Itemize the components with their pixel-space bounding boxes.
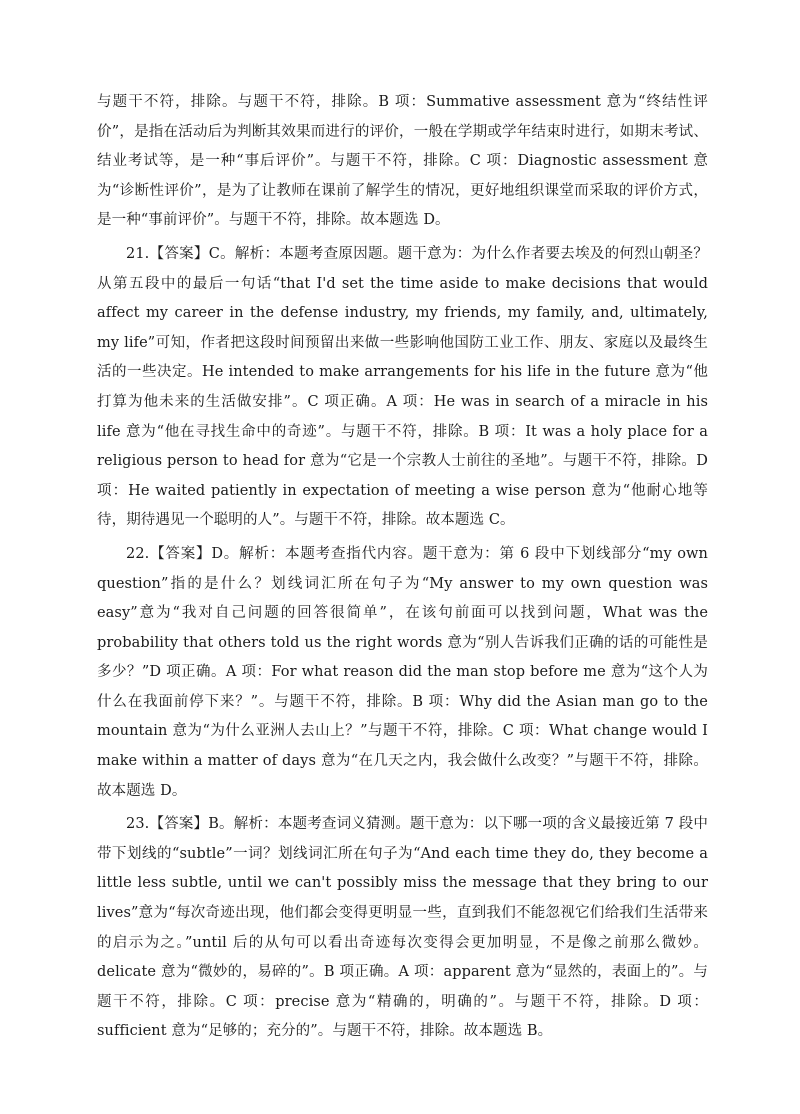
paragraph-answer-23: 23.【答案】B。解析：本题考查词义猜测。题干意为：以下哪一项的含义最接近第 7 段中带下划线的“subtle”一词？划线词汇所在句子为“And each time they do, they become a little less subtle, until we can't possibly miss the message that they bring to our lives”意为“每次奇迹出现，他们都会变得更明显一些，直到我们不能忽视它们给我们生活带来的启示为之。”until 后的从句可以看出奇迹每次变得会更加明显，不是像之前那么微妙。delicate 意为“微妙的，易碎的”。B 项正确。A 项：apparent 意为“显然的，表面上的”。与题干不符，排除。C 项：precise 意为“精确的，明确的”。与题干不符，排除。D 项：sufficient 意为“足够的；充分的”。与题干不符，排除。故本题选 B。: [97, 816, 708, 1040]
paragraph-answer-22: 22.【答案】D。解析：本题考查指代内容。题干意为：第 6 段中下划线部分“my own question”指的是什么？划线词汇所在句子为“My answer to my own question was easy”意为“我对自己问题的回答很简单”，在该句前面可以找到问题，What was the probability that others told us the right words 意为“别人告诉我们正确的话的可能性是多少？”D 项正确。A 项：For what reason did the man stop before me 意为“这个人为什么在我面前停下来？”。与题干不符，排除。B 项：Why did the Asian man go to the mountain 意为“为什么亚洲人去山上？”与题干不符，排除。C 项：What change would I make within a matter of days 意为“在几天之内，我会做什么改变？”与题干不符，排除。故本题选 D。: [97, 545, 708, 799]
paragraph-answer-21: 21.【答案】C。解析：本题考查原因题。题干意为：为什么作者要去埃及的何烈山朝圣？从第五段中的最后一句话“that I'd set the time aside to make decisions that would affect my career in the defense industry, my friends, my family, and, ultimately, my life”可知，作者把这段时间预留出来做一些影响他国防工业工作、朋友、家庭以及最终生活的一些决定。He intended to make arrangements for his life in the future 意为“他打算为他未来的生活做安排”。C 项正确。A 项：He was in search of a miracle in his life 意为“他在寻找生命中的奇迹”。与题干不符，排除。B 项：It was a holy place for a religious person to head for 意为“它是一个宗教人士前往的圣地”。与题干不符，排除。D 项：He waited patiently in expectation of meeting a wise person 意为“他耐心地等待，期待遇见一个聪明的人”。与题干不符，排除。故本题选 C。: [97, 245, 708, 529]
paragraph-continuation: 与题干不符，排除。与题干不符，排除。B 项：Summative assessment 意为“终结性评价”，是指在活动后为判断其效果而进行的评价，一般在学期或学年结束时进行，如期末考试、结业考试等，是一种“事后评价”。与题干不符，排除。C 项：Diagnostic assessment 意为“诊断性评价”，是为了让教师在课前了解学生的情况，更好地组织课堂而采取的评价方式，是一种“事前评价”。与题干不符，排除。故本题选 D。: [97, 94, 708, 229]
